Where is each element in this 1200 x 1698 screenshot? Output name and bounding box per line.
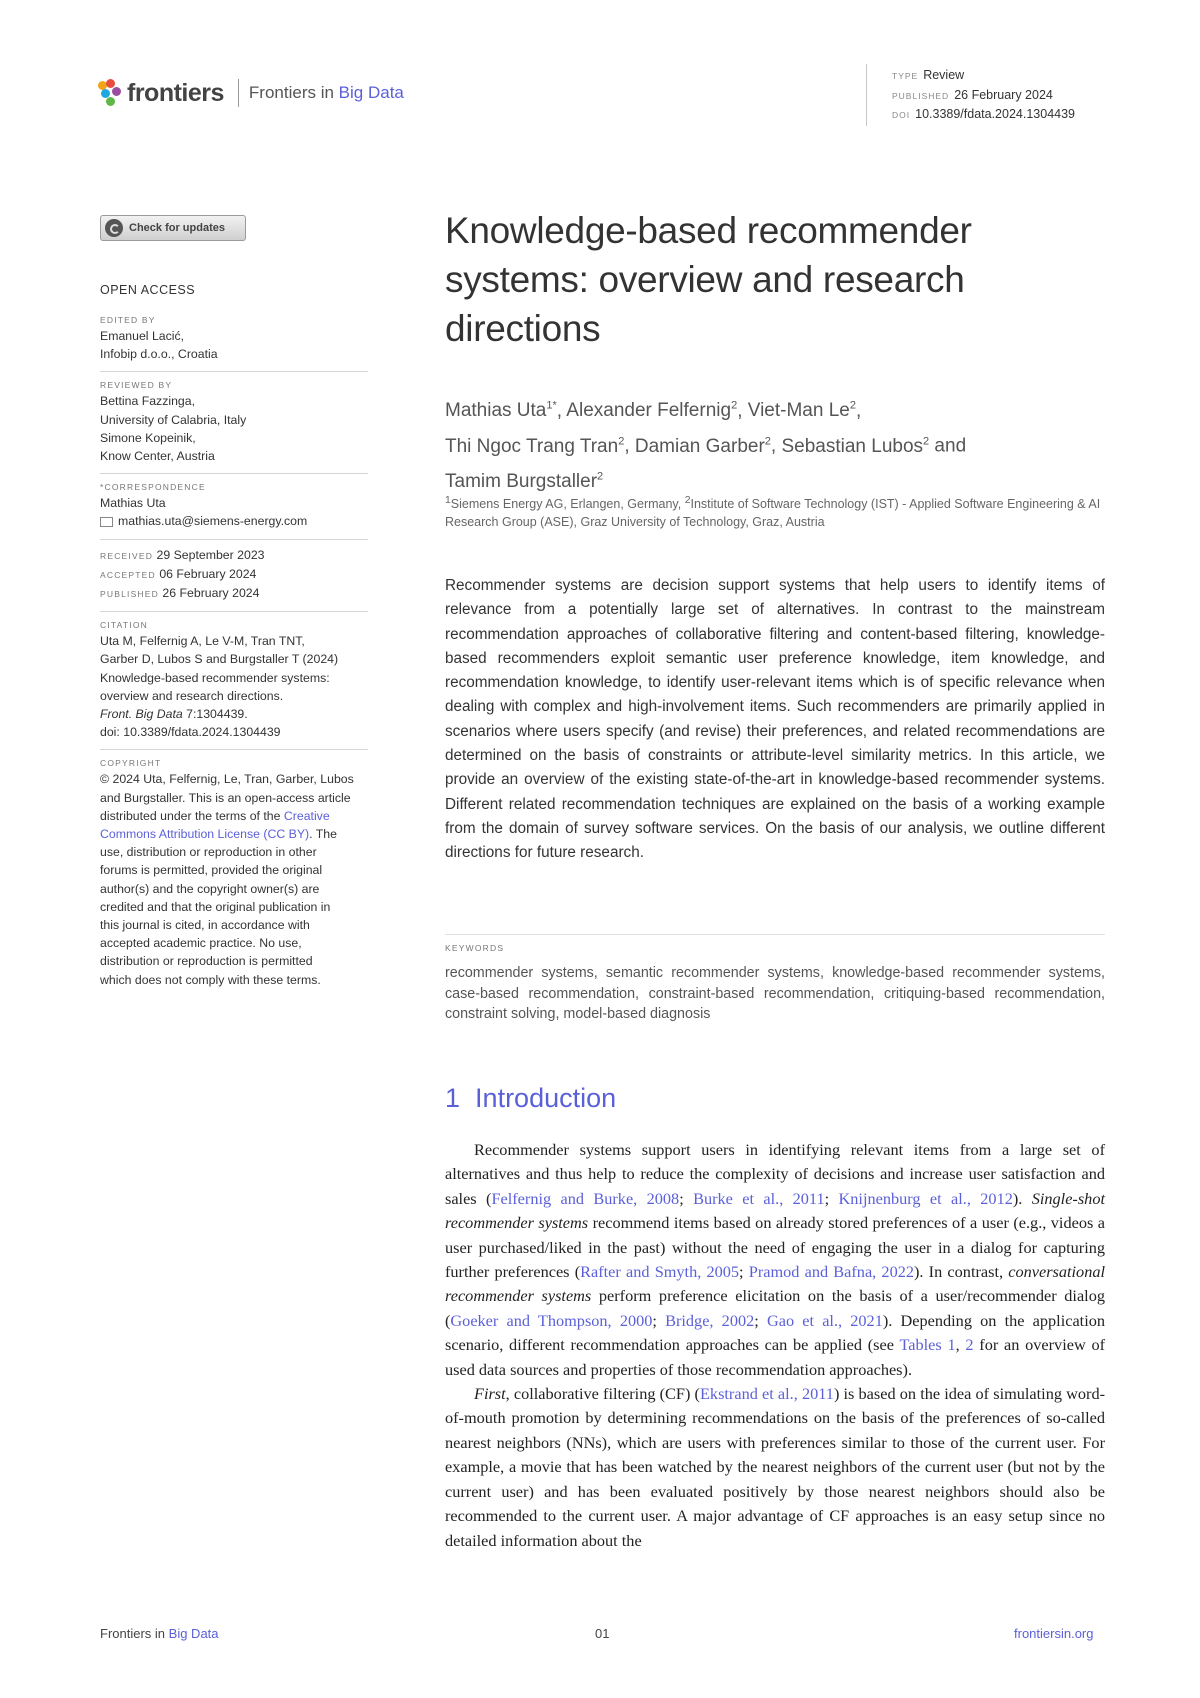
meta-doi: DOI 10.3389/fdata.2024.1304439 [892, 107, 1076, 121]
citation-line: Front. Big Data 7:1304439. [100, 707, 248, 722]
author[interactable]: Sebastian Lubos$^2$ [781, 435, 930, 457]
author-list: Mathias Uta$^{1*}$, Alexander Felfernig$^2$, Viet-Man Le$^2$, Thi Ngoc Trang Tran$^2$, Damian Garber$^2$, Sebastian Lubos$^2$ and Tamim Burgstaller$^2$ [445, 400, 967, 492]
citation-link[interactable]: Goeker and Thompson, 2000 [450, 1310, 653, 1330]
citation-link[interactable]: Bridge, 2002 [665, 1310, 755, 1330]
logo-wordmark: frontiers [127, 78, 224, 107]
sidebar-divider [100, 539, 368, 540]
check-for-updates-button[interactable]: Check for updates [100, 215, 246, 241]
body-text [445, 1138, 1105, 1553]
citation-link[interactable]: Rafter and Smyth, 2005 [580, 1262, 740, 1282]
reviewer-name: Simone Kopeinik, [100, 430, 196, 445]
reviewer-affiliation: University of Calabria, Italy [100, 412, 247, 427]
sidebar-divider [100, 611, 368, 612]
keywords-label: KEYWORDS [445, 943, 505, 953]
table-link[interactable]: Tables 1 [899, 1335, 956, 1355]
citation-line: Garber D, Lubos S and Burgstaller T (2024) [100, 652, 339, 667]
author[interactable]: Damian Garber$^2$ [634, 435, 771, 457]
edited-by-label: EDITED BY [100, 315, 156, 325]
license-link[interactable]: Commons Attribution License (CC BY) [100, 827, 310, 842]
citation-link[interactable]: Burke et al., 2011 [693, 1188, 825, 1208]
page-number: 01 [595, 1626, 610, 1641]
logo-divider [238, 79, 239, 107]
sidebar-divider [100, 749, 368, 750]
meta-divider [866, 64, 867, 126]
reviewer-affiliation: Know Center, Austria [100, 449, 215, 464]
frontiers-logo-icon [98, 79, 122, 107]
citation-line: Knowledge-based recommender systems: [100, 670, 330, 685]
copyright-label: COPYRIGHT [100, 758, 162, 769]
citation-link[interactable]: Gao et al., 2021 [766, 1310, 883, 1330]
citation-line: overview and research directions. [100, 688, 284, 703]
frontiers-logo[interactable] [98, 76, 404, 110]
section-heading: 1 Introduction [445, 1083, 617, 1113]
editor-affiliation: Infobip d.o.o., Croatia [100, 347, 218, 362]
date-accepted: ACCEPTED 06 February 2024 [100, 566, 257, 581]
citation-link[interactable]: Ekstrand et al., 2011 [699, 1384, 834, 1404]
keywords: recommender systems, semantic recommender systems, knowledge-based recommender systems, case-based recommendation, constraint-based recommendation, critiquing-based recommendation, constraint solving, model-based diagnosis [445, 965, 1105, 1022]
author[interactable]: Mathias Uta$^{1*}$ [445, 400, 557, 422]
author[interactable]: Tamim Burgstaller$^2$ [445, 470, 604, 492]
sidebar-divider [100, 473, 368, 474]
author[interactable]: Viet-Man Le$^2$ [747, 400, 856, 422]
correspondence-name: Mathias Uta [100, 496, 166, 511]
table-link[interactable]: 2 [965, 1335, 974, 1355]
citation-line: Uta M, Felfernig A, Le V-M, Tran TNT, [100, 634, 305, 649]
reviewed-by-label: REVIEWED BY [100, 380, 173, 391]
affiliations: $^1$Siemens Energy AG, Erlangen, Germany, $^2$Institute of Software Technology (IST) - Applied Software Engineering & AI Research Group (ASE), Graz University of Technology, Graz, Austria [445, 495, 1101, 530]
author[interactable]: Alexander Felfernig$^2$ [566, 400, 738, 422]
journal-name[interactable]: Frontiers in Big Data [248, 83, 404, 102]
correspondence-label: *CORRESPONDENCE [100, 482, 206, 493]
citation-doi[interactable]: doi: 10.3389/fdata.2024.1304439 [100, 725, 281, 740]
sidebar-divider [100, 371, 368, 372]
citation-link[interactable]: Pramod and Bafna, 2022 [748, 1262, 914, 1282]
footer-journal[interactable]: Frontiers in Big Data [100, 1626, 219, 1641]
citation-label: CITATION [100, 620, 149, 631]
meta-type: TYPE Review [892, 68, 965, 82]
footer-site-link[interactable]: frontiersin.org [1014, 1626, 1094, 1641]
date-received: RECEIVED 29 September 2023 [100, 547, 265, 562]
correspondence-email[interactable]: mathias.uta@siemens-energy.com [100, 512, 400, 530]
license-link[interactable]: Creative [283, 808, 330, 823]
abstract: Recommender systems are decision support systems that help users to identify items of relevance from a potentially large set of alternatives. In contrast to the mainstream recommendation approaches of collaborative filtering and content-based filtering, knowledge-based recommenders exploit semantic user preference knowledge, item knowledge, and recommendation knowledge, to identify user-relevant items which is of specific relevance when dealing with complex and high-involvement items. Such recommenders are primarily applied in scenarios where users specify (and revise) their preferences, and related recommendations are determined on the basis of constraints or attribute-level similarity metrics. In this article, we provide an overview of the existing state-of-the-art in knowledge-based recommender systems. Different related recommendation techniques are explained on the basis of a working example from the domain of survey software services. On the basis of our analysis, we outline different directions for future research. [445, 577, 1105, 862]
reviewer-name: Bettina Fazzinga, [100, 394, 196, 409]
paragraph: First, collaborative filtering (CF) (Ekstrand et al., 2011) is based on the idea of simulating word-of-mouth promotion by determining recommendations on the basis of the preferences of so-called nearest neighbors (NNs), which are users with preferences similar to those of the current user. For example, a movie that has been watched by the nearest neighbors of the current user (but not by the current user) and has been evaluated positively by those nearest neighbors should also be recommended to the current user. A major advantage of CF approaches is an easy setup since no detailed information about the [445, 1384, 1106, 1550]
open-access-label: OPEN ACCESS [100, 283, 196, 297]
email-icon [100, 517, 113, 527]
article-title: Knowledge-based recommender systems: overview and research directions [445, 210, 972, 349]
author[interactable]: Thi Ngoc Trang Tran$^2$ [445, 435, 625, 457]
meta-published: PUBLISHED 26 February 2024 [892, 87, 1053, 102]
paragraph: Recommender systems support users in identifying relevant items from a large set of alternatives and thus help to reduce the complexity of decisions and increase user satisfaction and sales (Felfernig and Burke, 2008; Burke et al., 2011; Knijnenburg et al., 2012). Single-shot recommender systems recommend items based on already stored preferences of a user (e.g., videos a user purchased/liked in the past) without the need of engaging the user in a dialog for capturing further preferences (Rafter and Smyth, 2005; Pramod and Bafna, 2022). In contrast, conversational recommender systems perform preference elicitation on the basis of a user/recommender dialog (Goeker and Thompson, 2000; Bridge, 2002; Gao et al., 2021). Depending on the application scenario, different recommendation approaches can be applied (see Tables 1, 2 for an overview of used data sources and properties of those recommendation approaches). [445, 1140, 1106, 1379]
update-icon [105, 219, 123, 237]
article-meta [892, 66, 1075, 125]
sidebar-info: EDITED BY Emanuel Lacić, Infobip d.o.o., Croatia REVIEWED BY Bettina Fazzinga, University of Calabria, Italy Simone Kopeinik, Know Center, Austria *CORRESPONDENCE Mathias Uta mathias.uta@siemens-energy.com RECEIVED 29 September 2023 ACCEPTED 06 February 2024 PUBLISHED 26 February 2024 CITATION Uta M, Felfernig A, Le V-M, Tran TNT, Garber D, Lubos S and Burgstaller T (2024) Knowledge-based recommender systems: overview and research directions. Front. Big Data 7:1304439. doi: 10.3389/fdata.2024.1304439 COPYRIGHT © 2024 Uta, Felfernig, Le, Tran, Garber, Lubos and Burgstaller. This is an open-access article distributed under the terms of the Creative Commons Attribution License (CC BY). The use, distribution or reproduction in other forums is permitted, provided the original author(s) and the copyright owner(s) are credited and that the original publication in this journal is cited, in accordance with accepted academic practice. No use, distribution or reproduction is permitted which does not comply with these terms. [100, 313, 400, 989]
keywords-divider [445, 934, 1105, 935]
citation-link[interactable]: Felfernig and Burke, 2008 [491, 1188, 680, 1208]
citation-link[interactable]: Knijnenburg et al., 2012 [838, 1188, 1013, 1208]
date-published: PUBLISHED 26 February 2024 [100, 586, 260, 601]
editor-name: Emanuel Lacić, [100, 329, 185, 343]
